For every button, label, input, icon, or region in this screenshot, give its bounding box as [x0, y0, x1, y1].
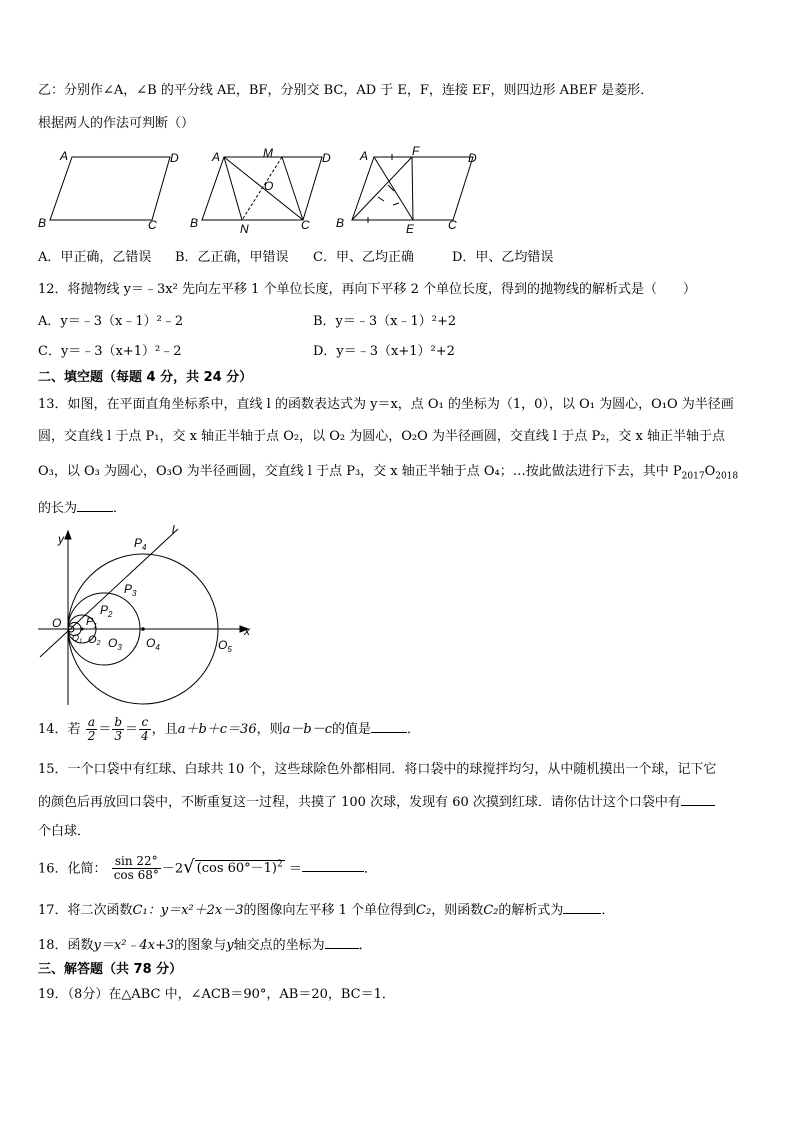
- fig1-label-A: A: [60, 149, 69, 163]
- fig3-label-D: D: [468, 151, 477, 165]
- q14-answer-blank[interactable]: [371, 718, 407, 733]
- q13-line-4: 的长为 ．: [38, 497, 126, 519]
- q18-line: 18．函数y＝x²﹣4x+3的图象与y轴交点的坐标为 ．: [38, 934, 372, 956]
- fig2-label-O: O: [264, 179, 274, 193]
- fig3-label-A: A: [360, 149, 369, 163]
- section-2-heading: 二、填空题（每题 4 分，共 24 分）: [38, 370, 253, 385]
- q16-line: 16．化简： $\frac{\sin 22^\circ}{\cos 68^\circ}$ －2√ (cos 60°－1)$^2$ ＝ ．: [38, 854, 377, 883]
- fig3-label-E: E: [406, 222, 415, 235]
- q17-line: 17．将二次函数C₁：y＝x²＋2x－3的图像向左平移 1 个单位得到C₂，则函数C₂的解析式为 ．: [38, 899, 614, 921]
- fig2-label-M: M: [263, 146, 273, 160]
- q12-option-a: A．y＝﹣3（x﹣1）²﹣2: [38, 314, 184, 329]
- q15-line-3: 个白球．: [38, 824, 91, 839]
- graph-o1-label: $O_1$: [72, 633, 83, 645]
- graph-o4-label: $O_4$: [146, 636, 160, 652]
- q13-line-3: O₃，以 O₃ 为圆心，O₃O 为半径画圆，交直线 l 于点 P₃，交 x 轴正半轴于点 O₄；…按此做法进行下去，其中 $P_{2017}O_{2018}$: [38, 464, 739, 482]
- fig1-label-D: D: [170, 151, 179, 165]
- graph-l-label: l: [172, 525, 175, 536]
- graph-o2-label: O2: [88, 634, 101, 647]
- fig2-label-B: B: [190, 216, 199, 230]
- q16-fraction: $\frac{\sin 22^\circ}{\cos 68^\circ}$: [113, 854, 159, 883]
- q15-line-2: 的颜色后再放回口袋中，不断重复这一过程，共摸了 100 次球，发现有 60 次摸到红球．请你估计这个口袋中有: [38, 791, 715, 813]
- fig2-label-A: A: [212, 150, 221, 164]
- q14-frac-a: $\frac{a}{2}$: [87, 715, 96, 743]
- q11-option-c: C．甲、乙均正确: [313, 250, 414, 265]
- fig3-label-B: B: [336, 216, 345, 230]
- q12-stem: 12．将抛物线 y＝﹣3x² 先向左平移 1 个单位长度，再向下平移 2 个单位长度，得到的抛物线的解析式是（ ）: [38, 282, 697, 297]
- q12-option-c: C．y＝﹣3（x+1）²﹣2: [38, 344, 182, 359]
- yi-construction-text: 乙：分别作∠A，∠B 的平分线 AE，BF，分别交 BC，AD 于 E，F，连接 EF，则四边形 ABEF 是菱形．: [38, 83, 654, 98]
- q13-circle-graph: [38, 525, 268, 710]
- q14-frac-c: $\frac{c}{4}$: [141, 715, 149, 743]
- graph-p2-label: $P_2$: [100, 603, 113, 619]
- graph-p4-label: $P_4$: [134, 536, 147, 552]
- q17-answer-blank[interactable]: [563, 899, 601, 914]
- graph-o5-label: $O_5$: [218, 638, 232, 654]
- fig3-label-F: F: [412, 145, 420, 158]
- q13-line-2: 圆，交直线 l 于点 P₁，交 x 轴正半轴于点 O₂，以 O₂ 为圆心，O₂O 为半径画圆，交直线 l 于点 P₂，交 x 轴正半轴于点: [38, 429, 726, 444]
- fig3-label-C: C: [448, 218, 457, 232]
- q13-line-1: 13．如图，在平面直角坐标系中，直线 l 的函数表达式为 y＝x，点 O₁ 的坐标为（1，0），以 O₁ 为圆心，O₁O 为半径画: [38, 397, 734, 412]
- fig2-label-C: C: [301, 218, 310, 232]
- fig2-label-D: D: [322, 151, 331, 165]
- graph-o3-label: $O_3$: [108, 636, 122, 652]
- q11-option-a: A．甲正确，乙错误: [38, 250, 152, 265]
- q16-answer-blank[interactable]: [302, 857, 364, 872]
- q13-answer-blank[interactable]: [77, 497, 113, 512]
- graph-y-label: y: [58, 532, 64, 546]
- graph-p3-label: $P_3$: [124, 582, 137, 598]
- fig1-label-C: C: [148, 218, 157, 232]
- figure-3-parallelogram: [352, 154, 473, 223]
- q11-option-d: D．甲、乙均错误: [452, 250, 554, 265]
- fig1-label-B: B: [38, 216, 47, 230]
- graph-x-label: x: [244, 624, 250, 638]
- judge-prompt: 根据两人的作法可判断（）: [38, 116, 195, 131]
- q15-line-1: 15．一个口袋中有红球、白球共 10 个，这些球除色外都相同．将口袋中的球搅拌均匀，从中随机摸出一个球，记下它: [38, 762, 717, 777]
- section-3-heading: 三、解答题（共 78 分）: [38, 962, 183, 977]
- q14-line: 14．若 $\frac{a}{2}$ ＝ $\frac{b}{3}$ ＝ $\frac{c}{4}$ ，且a＋b＋c＝36，则a－b－c的值是 ．: [38, 715, 421, 743]
- q18-answer-blank[interactable]: [325, 934, 359, 949]
- q19-line: 19．（8分）在△ABC 中，∠ACB＝90°，AB＝20，BC＝1．: [38, 987, 395, 1002]
- graph-origin-label: O: [52, 616, 62, 630]
- graph-p1-label: $P_1$: [86, 616, 98, 630]
- q15-answer-blank[interactable]: [681, 791, 715, 806]
- figure-1-parallelogram: [50, 157, 170, 220]
- q16-radicand: (cos 60°－1)$^2$: [196, 860, 283, 877]
- q12-option-b: B．y＝﹣3（x﹣1）²+2: [313, 314, 457, 329]
- q11-option-b: B．乙正确，甲错误: [175, 250, 289, 265]
- fig2-label-N: N: [240, 222, 249, 235]
- figure-2-parallelogram: [202, 157, 322, 220]
- q14-frac-b: $\frac{b}{3}$: [114, 715, 123, 743]
- parallelogram-figures: [30, 145, 500, 235]
- q12-option-d: D．y＝﹣3（x+1）²+2: [313, 344, 455, 359]
